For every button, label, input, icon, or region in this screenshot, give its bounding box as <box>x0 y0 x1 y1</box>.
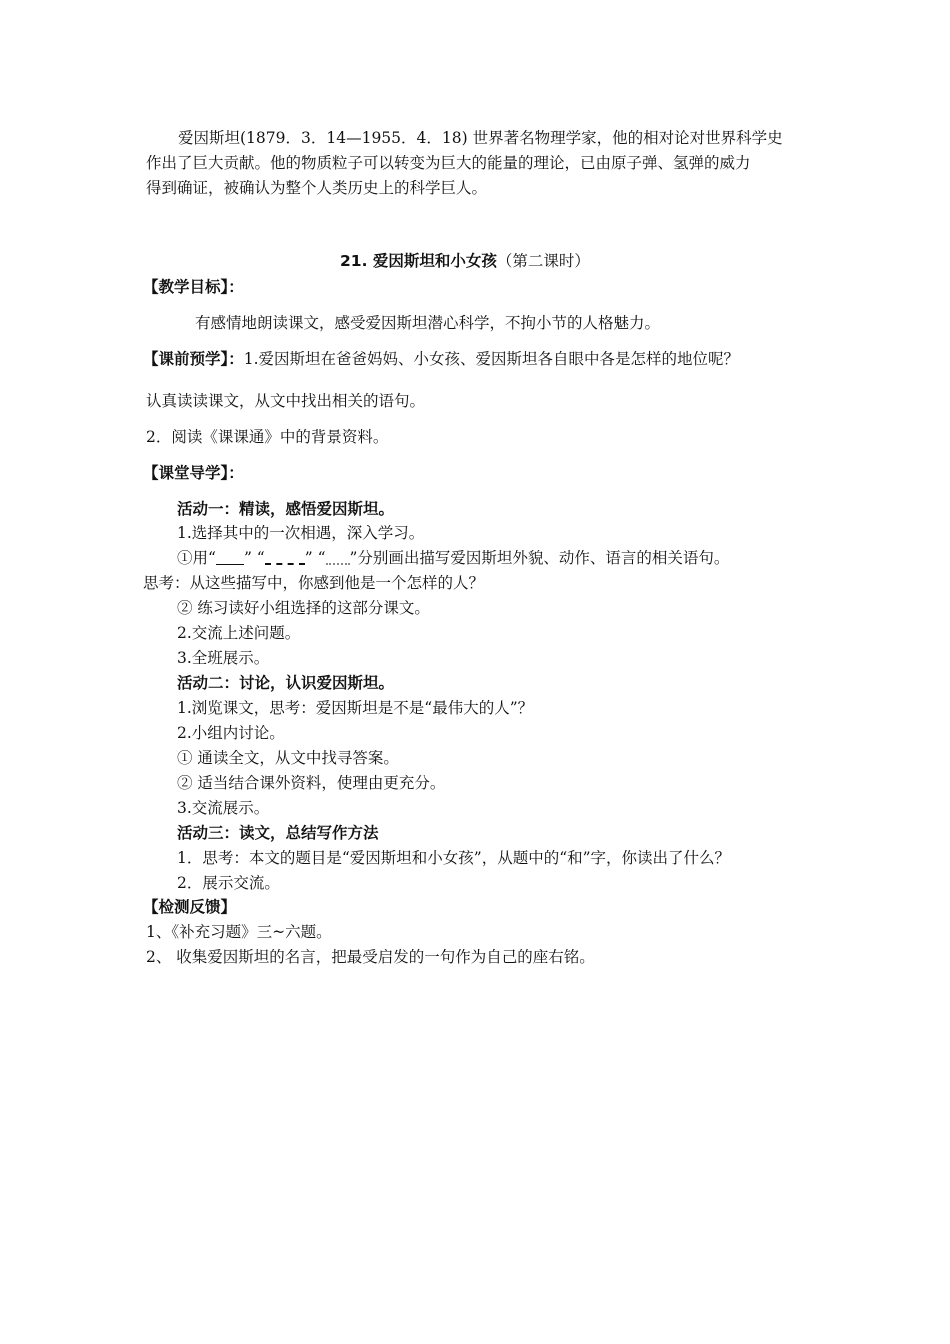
underline-text-b: ” “ <box>243 549 265 567</box>
preview-item-2: 2．阅读《课课通》中的背景资料。 <box>146 428 389 446</box>
wavy-underline-mark <box>326 549 350 565</box>
goals-text: 有感情地朗读课文，感受爱因斯坦潜心科学，不拘小节的人格魅力。 <box>195 314 661 332</box>
activity-2-step-5: 3.交流展示。 <box>177 799 270 817</box>
activity-1-step-underline <box>177 548 729 568</box>
lesson-title-sub: （第二课时） <box>496 252 590 270</box>
activity-1-step-4: 3.全班展示。 <box>177 649 270 667</box>
activity-2-step-4: ② 适当结合课外资料，使理由更充分。 <box>177 774 446 792</box>
solid-underline-mark <box>216 550 244 565</box>
activity-3-step-1: 1．思考：本文的题目是“爱因斯坦和小女孩”，从题中的“和”字，你读出了什么？ <box>177 849 731 867</box>
feedback-item-2: 2、 收集爱因斯坦的名言，把最受启发的一句作为自己的座右铭。 <box>146 948 595 966</box>
activity-2-step-3: ① 通读全文，从文中找寻答案。 <box>177 749 399 767</box>
activity-1-step-1: 1.选择其中的一次相遇，深入学习。 <box>177 524 425 542</box>
activity-1-title: 活动一：精读，感悟爱因斯坦。 <box>177 500 395 518</box>
activity-1-think: 思考：从这些描写中，你感到他是一个怎样的人？ <box>143 574 485 592</box>
underline-text-a: ①用“ <box>177 549 216 567</box>
classroom-heading: 【课堂导学】： <box>143 464 244 482</box>
preview-heading: 【课前预学】： <box>143 350 244 368</box>
dashed-underline-mark <box>265 549 305 565</box>
activity-3-step-2: 2．展示交流。 <box>177 874 280 892</box>
lesson-title-main: 21. 爱因斯坦和小女孩 <box>340 252 497 270</box>
preview-item-1: 1.爱因斯坦在爸爸妈妈、小女孩、爱因斯坦各自眼中各是怎样的地位呢？ <box>243 350 740 368</box>
activity-2-step-2: 2.小组内讨论。 <box>177 724 285 742</box>
feedback-item-1: 1、《补充习题》三~六题。 <box>146 923 332 941</box>
preview-item-1-row <box>143 349 739 369</box>
underline-text-c: ” “ <box>304 549 326 567</box>
activity-1-step-2: ② 练习读好小组选择的这部分课文。 <box>177 599 430 617</box>
lesson-title <box>340 251 590 271</box>
intro-line-3: 得到确证，被确认为整个人类历史上的科学巨人。 <box>146 179 488 197</box>
activity-2-step-1: 1.浏览课文，思考：爱因斯坦是不是“最伟大的人”？ <box>177 699 534 717</box>
feedback-heading: 【检测反馈】 <box>143 898 237 916</box>
underline-text-d: ”分别画出描写爱因斯坦外貌、动作、语言的相关语句。 <box>349 549 730 567</box>
intro-line-2: 作出了巨大贡献。他的物质粒子可以转变为巨大的能量的理论，已由原子弹、氢弹的威力 <box>146 154 751 172</box>
activity-1-step-3: 2.交流上述问题。 <box>177 624 301 642</box>
activity-2-title: 活动二：讨论，认识爱因斯坦。 <box>177 674 395 692</box>
goals-heading: 【教学目标】： <box>143 278 244 296</box>
preview-item-1-cont: 认真读读课文，从文中找出相关的语句。 <box>146 392 426 410</box>
intro-line-1: 爱因斯坦(1879．3．14—1955．4．18) 世界著名物理学家，他的相对论对世界科学史 <box>178 129 783 147</box>
activity-3-title: 活动三：读文，总结写作方法 <box>177 824 379 842</box>
